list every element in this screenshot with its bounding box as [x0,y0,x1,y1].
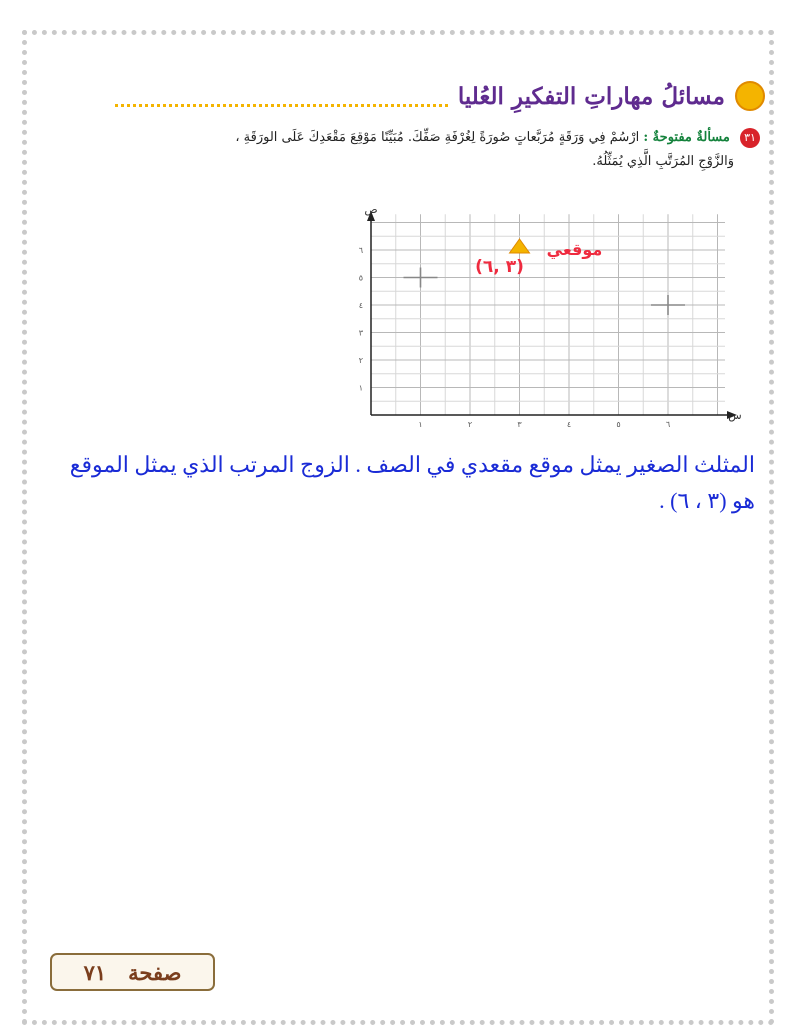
seat-marker-triangle [510,239,530,253]
page-number: ٧١ [83,959,107,985]
problem-label: مسألةٌ مفتوحةٌ : [643,130,730,145]
y-tick-label: ٣ [358,328,363,338]
y-tick-label: ٤ [358,301,363,310]
section-heading [115,78,765,114]
page-border [22,30,774,1025]
coordinate-grid [335,203,745,435]
y-tick-label: ٥ [358,273,363,283]
x-tick-label: ٦ [665,420,671,429]
y-tick-label: ١ [358,383,363,393]
marker-label: موقعي [546,240,603,259]
y-tick-label: ٢ [358,356,363,365]
heading-dotted-rule [115,86,448,107]
problem-statement [80,126,760,174]
section-title: مسائلُ مهاراتِ التفكيرِ العُليا [457,82,725,110]
page-word: صفحة [128,959,182,985]
x-tick-label: ٥ [616,420,621,429]
cross-mark [404,268,438,288]
x-tick-label: ٣ [517,420,522,429]
cross-mark [651,295,685,315]
problem-text-line1: ارْسُمْ فِي وَرَقَةٍ مُرَبَّعاتٍ صُورَةً لِغُرْفَةِ صَفِّكَ. مُبَيِّنًا مَوْقِعَ مَقْعَدِكَ عَلَى الورَقَةِ ، [235,130,640,145]
marker-coordinates: (٣ ,٦) [475,257,524,277]
y-axis-label: ص [364,203,378,216]
x-tick-label: ١ [418,420,423,429]
x-tick-label: ٢ [467,420,473,429]
problem-number-badge: ٣١ [740,128,760,148]
page-number-tag [50,953,215,991]
problem-text-line2: وَالزَّوْجِ المُرَتَّبِ الَّذِي يُمَثِّلُهُ. [592,154,734,169]
x-tick-label: ٤ [566,420,572,429]
y-tick-label: ٦ [358,246,363,255]
x-axis-label: س [728,409,742,422]
puzzle-icon [735,81,765,111]
answer-text: المثلث الصغير يمثل موقع مقعدي في الصف . الزوج المرتب الذي يمثل الموقع هو (٣ ، ٦) . [69,452,755,513]
